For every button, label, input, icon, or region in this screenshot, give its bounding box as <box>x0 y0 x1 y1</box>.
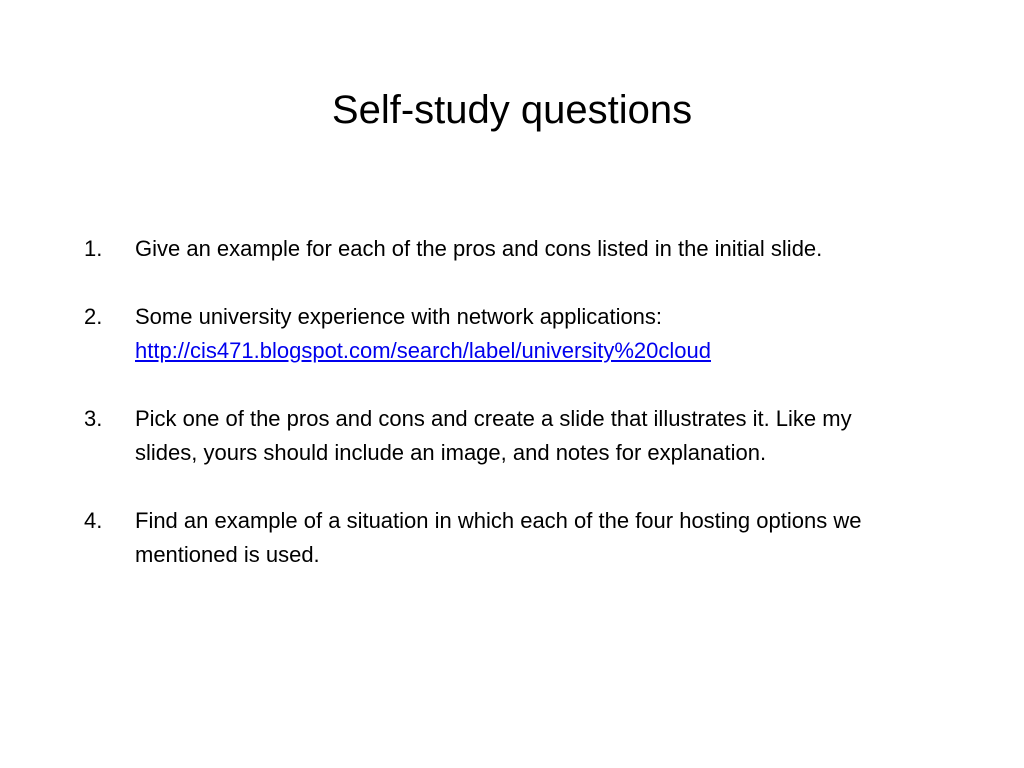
question-text: Pick one of the pros and cons and create a slide that illustrates it. Like my slides, yours should include an image, and notes for explanation. <box>135 406 852 465</box>
question-text: Find an example of a situation in which each of the four hosting options we mentioned is used. <box>135 508 862 567</box>
question-item-4 <box>84 504 904 572</box>
question-list <box>84 232 904 606</box>
question-item-1 <box>84 232 904 266</box>
question-number: 3. <box>84 406 103 431</box>
university-cloud-link[interactable]: http://cis471.blogspot.com/search/label/university%20cloud <box>135 338 711 363</box>
question-item-2 <box>84 300 904 368</box>
question-text: Some university experience with network applications: <box>135 304 663 329</box>
question-item-3 <box>84 402 904 470</box>
question-number: 2. <box>84 304 103 329</box>
slide-title: Self-study questions <box>331 88 693 132</box>
question-text: Give an example for each of the pros and cons listed in the initial slide. <box>135 236 823 261</box>
question-number: 4. <box>84 508 103 533</box>
question-number: 1. <box>84 236 103 261</box>
